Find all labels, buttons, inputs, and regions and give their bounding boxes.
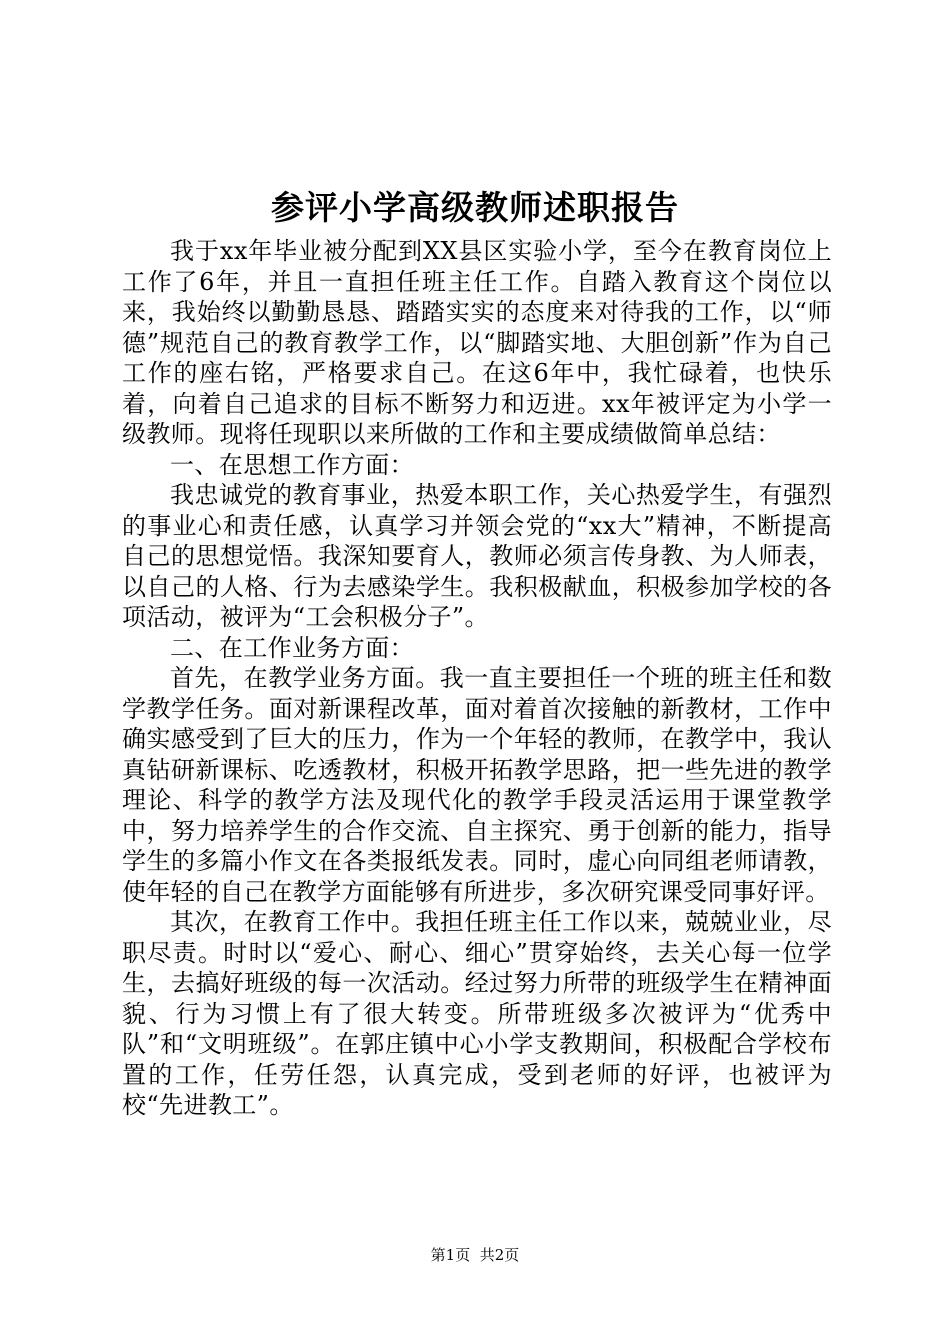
page-number-total: 共2页 [479, 1246, 520, 1264]
paragraph-education: 其次，在教育工作中。我担任班主任工作以来，兢兢业业，尽职尽责。时时以“爱心、耐心、细心”贯穿始终，去关心每一位学生，去搞好班级的每一次活动。经过努力所带的班级学生在精神面貌、行为习惯上有了很大转变。所带班级多次被评为“优秀中队”和“文明班级”。在郭庄镇中心小学支教期间，积极配合学校布置的工作，任劳任怨，认真完成，受到老师的好评，也被评为校“先进教工”。 [122, 908, 832, 1119]
paragraph-thought: 我忠诚党的教育事业，热爱本职工作，关心热爱学生，有强烈的事业心和责任感，认真学习并领会党的“xx大”精神，不断提高自己的思想觉悟。我深知要育人，教师必须言传身教、为人师表，以自己的人格、行为去感染学生。我积极献血，积极参加学校的各项活动，被评为“工会积极分子”。 [122, 481, 832, 631]
page-number-current: 第1页 [430, 1246, 471, 1264]
section-heading-thought: 一、在思想工作方面： [170, 450, 414, 479]
document-body [122, 236, 832, 1121]
section-heading-work: 二、在工作业务方面： [170, 633, 414, 662]
paragraph-intro: 我于xx年毕业被分配到XX县区实验小学，至今在教育岗位上工作了6年，并且一直担任班主任工作。自踏入教育这个岗位以来，我始终以勤勤恳恳、踏踏实实的态度来对待我的工作，以“师德”规范自己的教育教学工作，以“脚踏实地、大胆创新”作为自己工作的座右铭，严格要求自己。在这6年中，我忙碌着，也快乐着，向着自己追求的目标不断努力和迈进。xx年被评定为小学一级教师。现将任现职以来所做的工作和主要成绩做简单总结： [122, 237, 832, 448]
document-title: 参评小学高级教师述职报告 [271, 188, 679, 227]
page-footer [0, 1245, 950, 1265]
paragraph-teaching: 首先，在教学业务方面。我一直主要担任一个班的班主任和数学教学任务。面对新课程改革，面对着首次接触的新教材，工作中确实感受到了巨大的压力，作为一个年轻的教师，在教学中，我认真钻研新课标、吃透教材，积极开拓教学思路，把一些先进的教学理论、科学的教学方法及现代化的教学手段灵活运用于课堂教学中，努力培养学生的合作交流、自主探究、勇于创新的能力，指导学生的多篇小作文在各类报纸发表。同时，虚心向同组老师请教，使年轻的自己在教学方面能够有所进步，多次研究课受同事好评。 [122, 664, 832, 906]
